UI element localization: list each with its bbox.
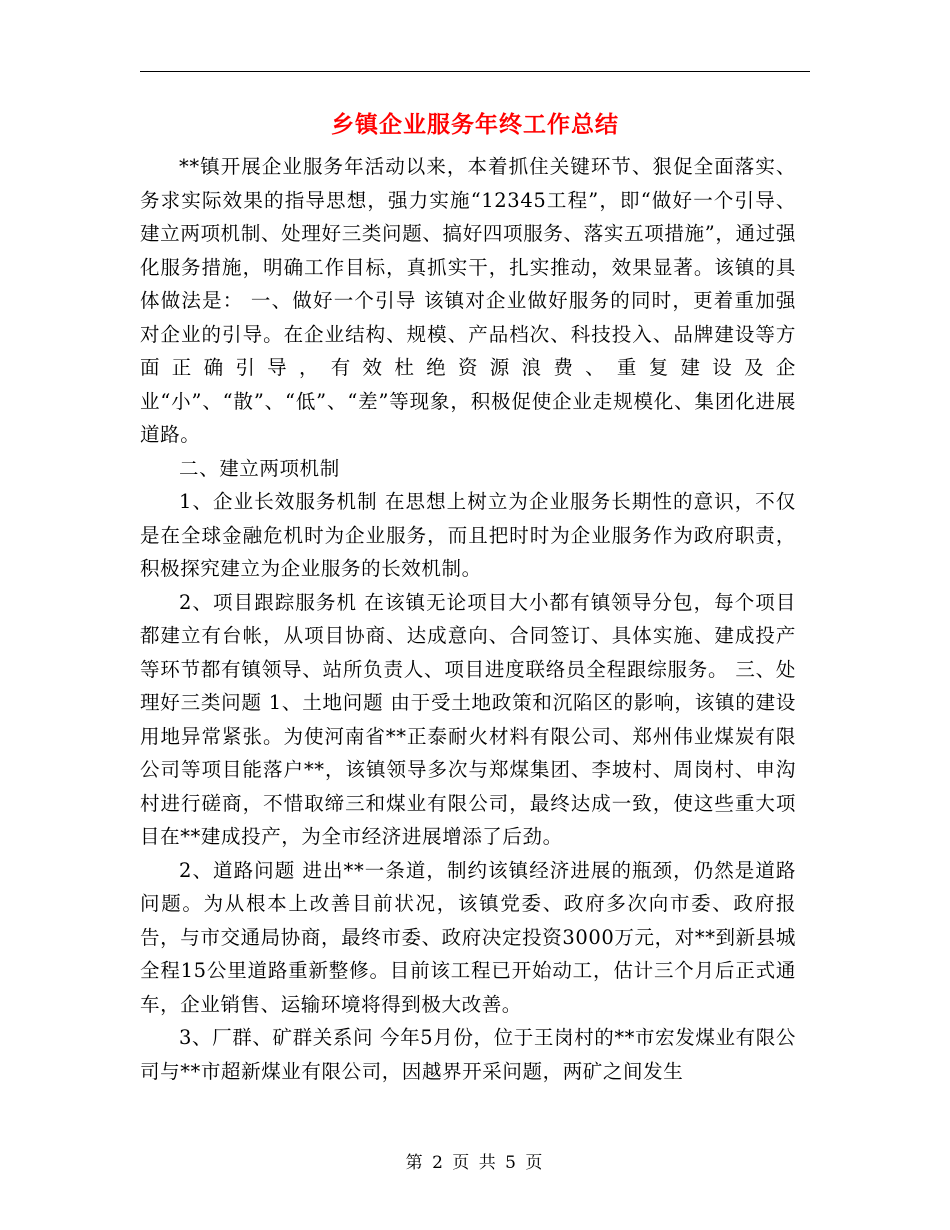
paragraph: 1、企业长效服务机制 在思想上树立为企业服务长期性的意识，不仅是在全球金融危机时为企业服务，而且把时时为企业服务作为政府职责，积极探究建立为企业服务的长效机制。 [140, 490, 796, 580]
paragraph: 2、道路问题 进出**一条道，制约该镇经济进展的瓶颈，仍然是道路问题。为从根本上改善目前状况，该镇党委、政府多次向市委、政府报告，与市交通局协商，最终市委、政府决定投资3000万元，对**到新县城全程15公里道路重新整修。目前该工程已开始动工，估计三个月后正式通车，企业销售、运输环境将得到极大改善。 [140, 858, 796, 1016]
paragraph: 二、建立两项机制 [179, 456, 340, 480]
paragraph: 2、项目跟踪服务机 在该镇无论项目大小都有镇领导分包，每个项目都建立有台帐，从项目协商、达成意向、合同签订、具体实施、建成投产等环节都有镇领导、站所负责人、项目进度联络员全程跟综服务。 三、处理好三类问题 1、土地问题 由于受土地政策和沉陷区的影响，该镇的建设用地异常紧张。为使河南省**正泰耐火材料有限公司、郑州伟业煤炭有限公司等项目能落户**，该镇领导多次与郑煤集团、李坡村、周岗村、申沟村进行磋商，不惜取缔三和煤业有限公司，最终达成一致，使这些重大项目在**建成投产，为全市经济进展增添了后劲。 [140, 590, 796, 848]
header-rule [140, 71, 810, 72]
paragraph: 3、厂群、矿群关系问 今年5月份，位于王岗村的**市宏发煤业有限公司与**市超新煤业有限公司，因越界开采问题，两矿之间发生 [140, 1026, 796, 1083]
document-title: 乡镇企业服务年终工作总结 [331, 111, 619, 138]
paragraph: **镇开展企业服务年活动以来，本着抓住关键环节、狠促全面落实、务求实际效果的指导思想，强力实施“12345工程”，即“做好一个引导、建立两项机制、处理好三类问题、搞好四项服务、落实五项措施”，通过强化服务措施，明确工作目标，真抓实干，扎实推动，效果显著。该镇的具体做法是： 一、做好一个引导 该镇对企业做好服务的同时，更着重加强对企业的引导。在企业结构、规模、产品档次、科技投入、品牌建设等方面正确引导，有效杜绝资源浪费、重复建设及企业“小”、“散”、“低”、“差”等现象，积极促使企业走规模化、集团化进展道路。 [140, 155, 796, 446]
page-number: 第 2 页 共 5 页 [405, 1153, 545, 1173]
document-body [140, 150, 796, 1088]
